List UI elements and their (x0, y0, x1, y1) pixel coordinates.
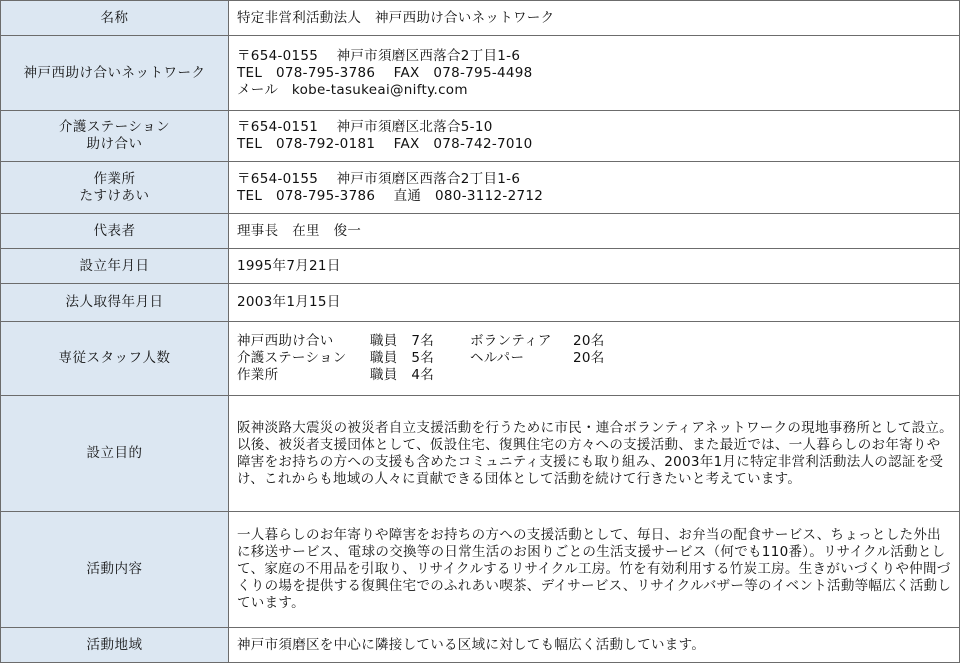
staff-org: 介護ステーション (237, 350, 347, 366)
staff-org: 神戸西助け合い (237, 333, 334, 349)
label-representative: 代表者 (1, 214, 229, 249)
value-founded: 1995年7月21日 (229, 249, 960, 284)
row-area (1, 628, 960, 663)
network-address: 〒654-0155 神戸市須磨区西落合2丁目1-6 (237, 47, 521, 64)
staff-line (237, 367, 953, 384)
care-station-label-line1: 介護ステーション (58, 119, 171, 135)
staff-role: 職員 5名 (370, 350, 435, 366)
network-mail: メール kobe-tasukeai@nifty.com (237, 81, 468, 98)
staff-extra-count: 20名 (573, 333, 605, 349)
workshop-address: 〒654-0155 神戸市須磨区西落合2丁目1-6 (237, 170, 521, 187)
workshop-phone: TEL 078-795-3786 直通 080-3112-2712 (237, 187, 544, 204)
staff-extra-role: ボランティア (470, 333, 552, 349)
label-network: 神戸西助け合いネットワーク (1, 36, 229, 111)
row-workshop (1, 162, 960, 214)
label-founded: 設立年月日 (1, 249, 229, 284)
row-staff (1, 322, 960, 396)
row-founded (1, 249, 960, 284)
row-representative (1, 214, 960, 249)
value-workshop (229, 162, 960, 214)
label-workshop (1, 162, 229, 214)
care-station-label-line2: 助け合い (86, 136, 143, 152)
staff-extra-role: ヘルパー (470, 350, 525, 366)
value-area: 神戸市須磨区を中心に隣接している区域に対しても幅広く活動しています。 (229, 628, 960, 663)
label-purpose: 設立目的 (1, 396, 229, 512)
staff-role: 職員 4名 (370, 367, 435, 383)
value-incorporated: 2003年1月15日 (229, 284, 960, 322)
workshop-label-line1: 作業所 (93, 170, 136, 187)
staff-line (237, 333, 953, 350)
staff-extra-count (573, 367, 613, 384)
value-care-station (229, 111, 960, 162)
purpose-text: 阪神淡路大震災の被災者自立支援活動を行うために市民・連合ボランティアネットワークの現地事務所として設立。以後、被災者支援団体として、仮設住宅、復興住宅の方々への支援活動、また最近では、一人暮らしのお年寄りや障害をお持ちの方への支援も含めたコミュニティ支援にも取り組み、2003年1月に特定非営利活動法人の認証を受け、これからも地域の人々に貢献できる団体として活動を続けて行きたいと考えています。 (237, 419, 953, 487)
value-network (229, 36, 960, 111)
row-activities (1, 512, 960, 628)
row-care-station (1, 111, 960, 162)
workshop-label-line2: たすけあい (79, 187, 150, 204)
value-name: 特定非営利活動法人 神戸西助け合いネットワーク (229, 1, 960, 36)
staff-org: 作業所 (237, 367, 279, 383)
staff-role: 職員 7名 (370, 333, 435, 349)
value-activities (229, 512, 960, 628)
value-representative: 理事長 在里 俊一 (229, 214, 960, 249)
row-purpose (1, 396, 960, 512)
network-phone: TEL 078-795-3786 FAX 078-795-4498 (237, 64, 533, 81)
row-incorporated (1, 284, 960, 322)
staff-extra-count: 20名 (573, 350, 605, 366)
label-activities: 活動内容 (1, 512, 229, 628)
row-network (1, 36, 960, 111)
row-name (1, 1, 960, 36)
label-name: 名称 (1, 1, 229, 36)
label-area: 活動地域 (1, 628, 229, 663)
value-purpose (229, 396, 960, 512)
label-care-station (1, 111, 229, 162)
label-staff: 専従スタッフ人数 (1, 322, 229, 396)
staff-extra-role (470, 367, 573, 384)
staff-line (237, 350, 953, 367)
care-station-address: 〒654-0151 神戸市須磨区北落合5-10 (237, 119, 493, 135)
label-incorporated: 法人取得年月日 (1, 284, 229, 322)
activities-text: 一人暮らしのお年寄りや障害をお持ちの方への支援活動として、毎日、お弁当の配食サービス、ちょっとした外出に移送サービス、電球の交換等の日常生活のお困りごとの生活支援サービス（何でも110番）。リサイクル活動として、家庭の不用品を引取り、リサイクルするリサイクル工房。竹を有効利用する竹炭工房。生きがいづくりや仲間づくりの場を提供する復興住宅でのふれあい喫茶、デイサービス、リサイクルバザー等のイベント活動等幅広く活動しています。 (237, 527, 952, 611)
value-staff (229, 322, 960, 396)
care-station-phone: TEL 078-792-0181 FAX 078-742-7010 (237, 136, 533, 152)
